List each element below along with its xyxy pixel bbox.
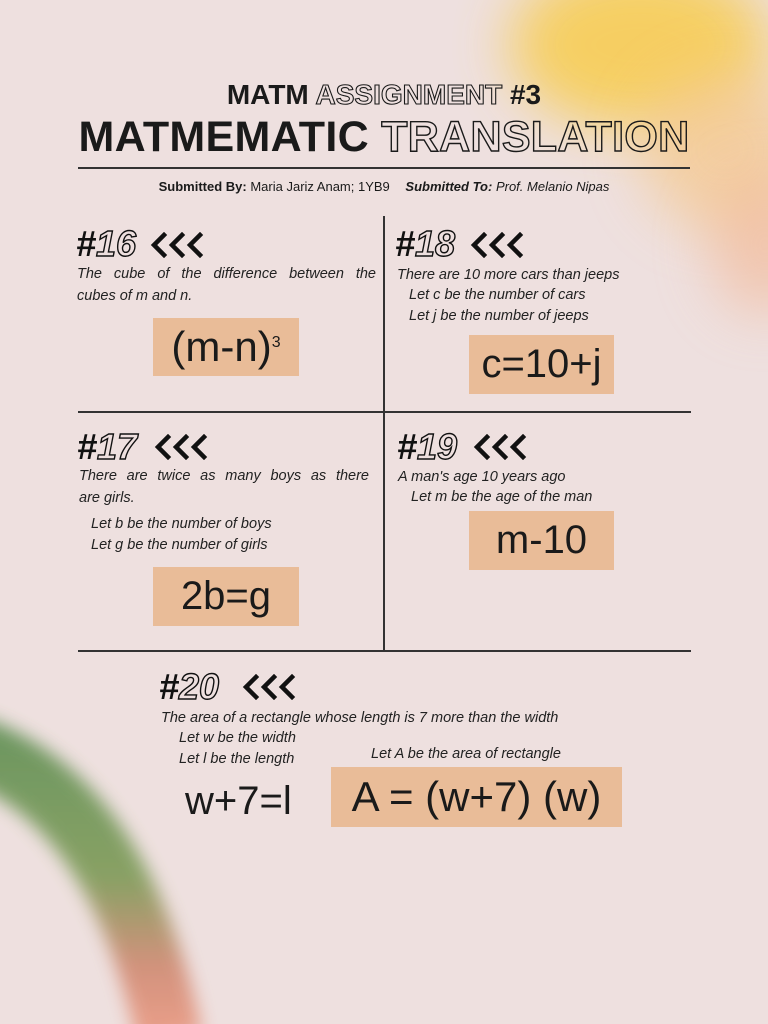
assignment-number: #3 (509, 79, 542, 110)
q19-let-m: Let m be the age of the man (411, 489, 593, 505)
q17-number: 17 (97, 426, 138, 467)
q16-statement-line-1: The cube of the difference between the (77, 266, 376, 282)
q17-answer-box (153, 567, 299, 626)
q19-statement: A man's age 10 years ago (398, 469, 566, 485)
submitted-by-value: Maria Jariz Anam; 1YB9 (250, 179, 390, 194)
q19-answer-box (469, 511, 614, 570)
grid-bottom-divider (78, 650, 691, 652)
title-divider (78, 167, 690, 169)
q20-heading (159, 667, 219, 707)
submitted-to-label: Submitted To: (405, 179, 493, 194)
q17-heading (77, 427, 137, 467)
q16-answer-exponent: 3 (271, 334, 281, 351)
q20-let-w: Let w be the width (179, 730, 296, 746)
submitted-by-label: Submitted By: (158, 179, 247, 194)
grid-middle-divider (78, 411, 691, 413)
course-code: MATM (226, 79, 309, 110)
q18-number: 18 (415, 223, 456, 264)
q19-heading (397, 427, 457, 467)
q20-let-l: Let l be the length (179, 751, 295, 767)
q17-statement-line-2: are girls. (79, 490, 135, 506)
chevrons-left-icon (150, 232, 208, 258)
q20-statement: The area of a rectangle whose length is 7 more than the width (161, 710, 559, 726)
title-bold: MATMEMATIC (78, 113, 369, 161)
q18-answer-box (469, 335, 614, 394)
q17-let-b: Let b be the number of boys (91, 516, 272, 532)
q17-let-g: Let g be the number of girls (91, 537, 268, 553)
q17-answer: 2b=g (180, 574, 272, 618)
q18-let-j: Let j be the number of jeeps (409, 308, 589, 324)
q16-hash: # (76, 223, 97, 264)
chevrons-left-icon (470, 232, 528, 258)
q18-answer: c=10+j (481, 342, 602, 386)
q19-hash: # (397, 426, 418, 467)
grid-vertical-divider (383, 216, 385, 650)
q20-answer: A = (w+7) (w) (351, 773, 602, 820)
q20-answer-box (331, 767, 622, 827)
q19-answer: m-10 (495, 518, 588, 562)
submission-line (0, 178, 768, 196)
page-title (0, 112, 768, 162)
chevrons-left-icon (154, 434, 212, 460)
q19-number: 19 (417, 426, 458, 467)
chevrons-left-icon (473, 434, 531, 460)
q16-heading (76, 224, 136, 264)
q20-hash: # (159, 666, 180, 707)
q18-statement: There are 10 more cars than jeeps (397, 267, 620, 283)
q20-equation: w+7=l (185, 779, 292, 823)
title-outline: TRANSLATION (381, 113, 690, 161)
q20-let-a: Let A be the area of rectangle (371, 746, 561, 762)
q16-number: 16 (96, 223, 137, 264)
q20-number: 20 (179, 666, 220, 707)
submitted-to-value: Prof. Melanio Nipas (495, 179, 610, 194)
q17-statement-line-1: There are twice as many boys as there (79, 468, 369, 484)
assignment-word: ASSIGNMENT (315, 79, 503, 110)
q16-answer-base: (m-n) (171, 323, 272, 370)
q18-heading (395, 224, 455, 264)
q16-answer-box (153, 318, 299, 376)
q18-let-c: Let c be the number of cars (409, 287, 586, 303)
q18-hash: # (395, 223, 416, 264)
assignment-heading (0, 78, 768, 112)
chevrons-left-icon (242, 674, 300, 700)
q17-hash: # (77, 426, 98, 467)
q16-statement-line-2: cubes of m and n. (77, 288, 193, 304)
